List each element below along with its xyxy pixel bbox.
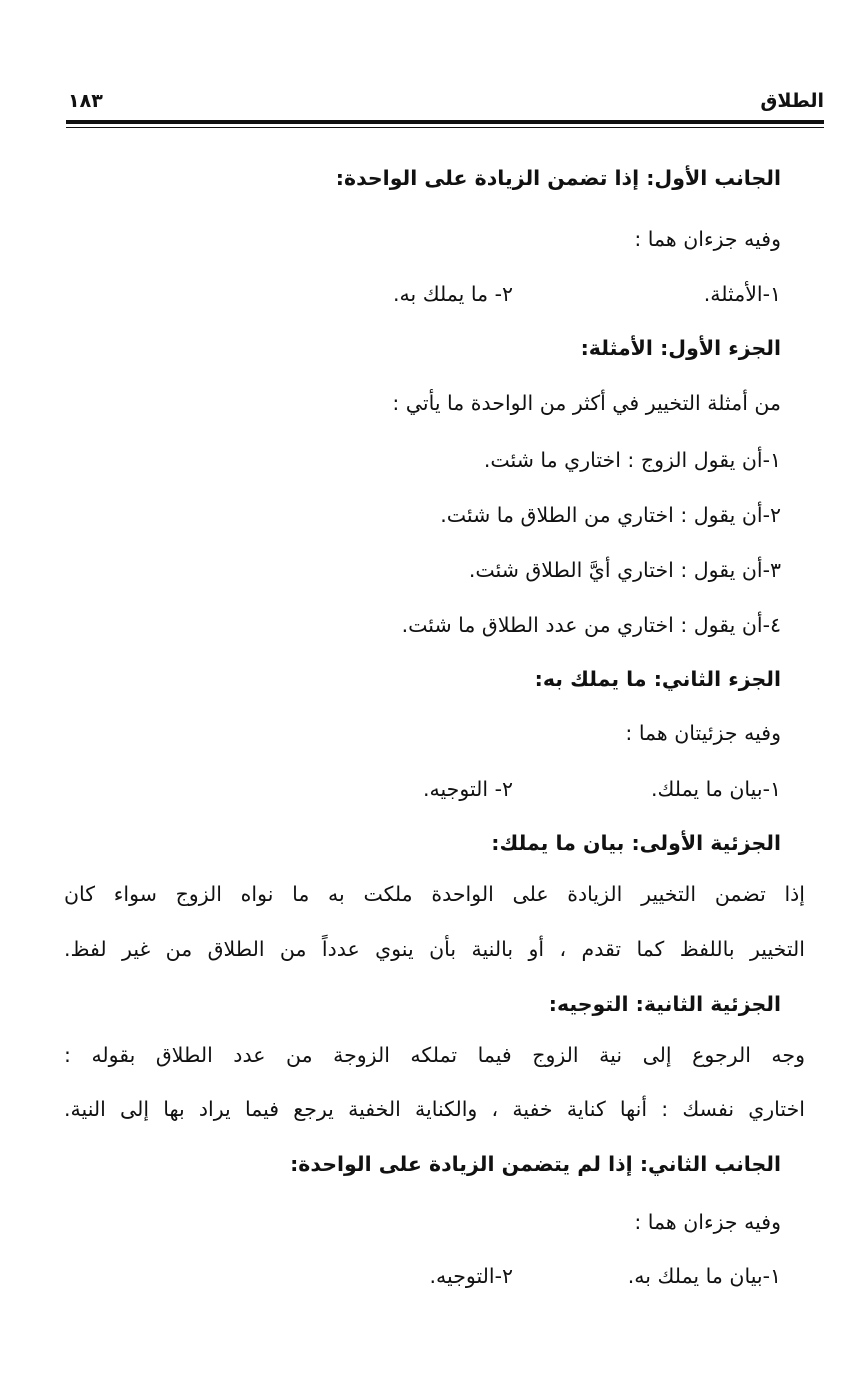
paragraph-line: إذا تضمن التخيير الزيادة على الواحدة ملكت به ما نواه الزوج سواء كان (64, 882, 805, 906)
example-item-1: ١-أن يقول الزوج : اختاري ما شئت. (483, 448, 781, 472)
example-item-4: ٤-أن يقول : اختاري من عدد الطلاق ما شئت. (401, 613, 781, 637)
running-title: الطلاق (760, 90, 824, 112)
intro-two-parts-2: وفيه جزءان هما : (634, 1210, 781, 1234)
section-heading-first-side: الجانب الأول: إذا تضمن الزيادة على الواحدة: (335, 166, 781, 190)
paragraph-line: اختاري نفسك : أنها كناية خفية ، والكناية الخفية يرجع فيما يراد بها إلى النية. (64, 1097, 805, 1121)
subheading-first-subpart: الجزئية الأولى: بيان ما يملك: (491, 831, 781, 855)
page-number: ١٨٣ (68, 90, 103, 112)
list-item: ١-بيان ما يملك به. (627, 1264, 781, 1288)
subheading-second-subpart: الجزئية الثانية: التوجيه: (548, 992, 781, 1016)
list-item: ١-الأمثلة. (703, 282, 781, 306)
intro-two-parts: وفيه جزءان هما : (634, 227, 781, 251)
list-item: ١-بيان ما يملك. (650, 777, 781, 801)
example-item-3: ٣-أن يقول : اختاري أيَّ الطلاق شئت. (468, 558, 781, 582)
paragraph-line: التخيير باللفظ كما تقدم ، أو بالنية بأن ينوي عدداً من الطلاق من غير لفظ. (64, 937, 805, 961)
intro-two-subparts: وفيه جزئيتان هما : (625, 721, 781, 745)
example-item-2: ٢-أن يقول : اختاري من الطلاق ما شئت. (440, 503, 781, 527)
paragraph-line: وجه الرجوع إلى نية الزوج فيما تملكه الزوجة من عدد الطلاق بقوله : (64, 1043, 805, 1067)
examples-intro: من أمثلة التخيير في أكثر من الواحدة ما يأتي : (392, 391, 781, 415)
list-item: ٢- ما يملك به. (392, 282, 513, 306)
list-item: ٢- التوجيه. (422, 777, 513, 801)
list-item: ٢-التوجيه. (429, 1264, 513, 1288)
subheading-examples: الجزء الأول: الأمثلة: (580, 336, 781, 360)
section-heading-second-side: الجانب الثاني: إذا لم يتضمن الزيادة على الواحدة: (290, 1152, 781, 1176)
subheading-what-owned: الجزء الثاني: ما يملك به: (534, 667, 781, 691)
